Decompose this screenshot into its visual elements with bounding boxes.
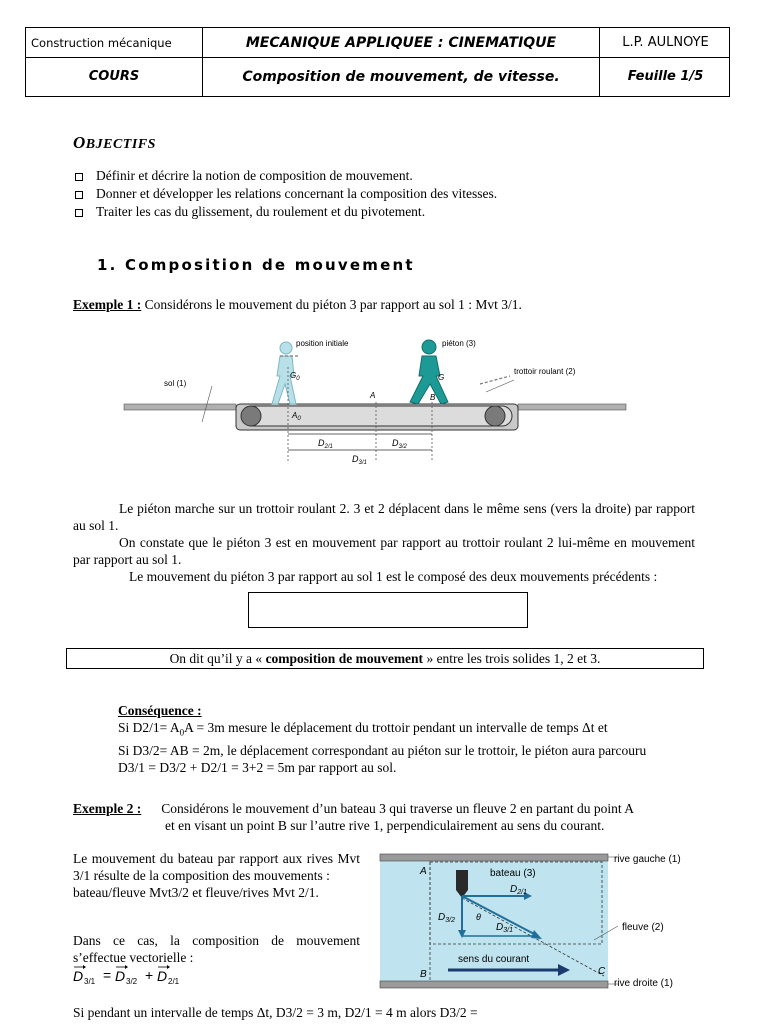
svg-text:=: = [103, 967, 112, 983]
svg-text:3/1: 3/1 [84, 977, 96, 986]
paragraph-1: Le piéton marche sur un trottoir roulant 2. 3 et 2 déplacent dans le même sens (vers la droite) par rapport au sol 1. [73, 501, 695, 533]
label-d21: $D_{2/1}$ [318, 438, 333, 450]
list-item [73, 203, 497, 221]
square-bullet-icon [75, 191, 83, 199]
list-item [73, 167, 497, 185]
label-b: B [430, 393, 436, 402]
ground-left [124, 404, 236, 410]
consequence-line-3: D3/1 = D3/2 + D2/1 = 3+2 = 5m par rapport au sol. [118, 759, 397, 775]
label-b: B [420, 969, 427, 980]
pedestrian-icon [410, 340, 448, 404]
objectives-initial: O [73, 133, 86, 152]
example-2 [73, 800, 634, 834]
label-rive-droite: rive droite (1) [614, 978, 673, 989]
header-school: L.P. AULNOYE [622, 35, 709, 50]
label-trottoir: trottoir roulant (2) [514, 367, 576, 376]
header-lesson-title: Composition de mouvement, de vitesse. [203, 57, 600, 96]
label-d31: $D_{3/1}$ [352, 454, 367, 466]
objectives-list [73, 167, 497, 221]
label-a: A [370, 391, 376, 400]
boat-text-1b: bateau/fleuve Mvt3/2 et fleuve/rives Mvt 2/1. [73, 885, 319, 900]
objective-text: Traiter les cas du glissement, du roulement et du pivotement. [96, 204, 426, 219]
header-course-label: Construction mécanique [26, 28, 203, 57]
label-rive-gauche: rive gauche (1) [614, 854, 681, 865]
label-c: C [598, 966, 606, 977]
consequence-line-2: Si D3/2= AB = 2m, le déplacement correspondant au piéton sur le trottoir, le piéton aura parcouru [118, 742, 647, 758]
objectives-heading [73, 133, 156, 153]
answer-box [248, 592, 528, 628]
label-position-initiale: position initiale [296, 339, 349, 348]
composition-after: » entre les trois solides 1, 2 et 3. [423, 651, 601, 666]
header-subject-title: MECANIQUE APPLIQUEE : CINEMATIQUE [203, 28, 600, 57]
svg-text:3/2: 3/2 [126, 977, 138, 986]
label-pieton: piéton (3) [442, 339, 476, 348]
boat-text-1: Le mouvement du bateau par rapport aux rives Mvt 3/1 résulte de la composition des mouvements : [73, 851, 360, 883]
composition-before: On dit qu’il y a « [169, 651, 266, 666]
left-bank [380, 854, 608, 861]
objectives-rest: BJECTIFS [85, 137, 156, 152]
header-row-2 [26, 57, 729, 96]
example-1 [73, 297, 522, 313]
objective-text: Donner et développer les relations concernant la composition des vitesses. [96, 186, 498, 201]
svg-text:D: D [73, 968, 84, 984]
example-2-line-2: et en visant un point B sur l’autre rive 1, perpendiculairement au sens du courant. [165, 818, 605, 833]
example-1-text: Considérons le mouvement du piéton 3 par rapport au sol 1 : Mvt 3/1. [141, 297, 522, 312]
bottom-question: Si pendant un intervalle de temps Δt, D3/2 = 3 m, D2/1 = 4 m alors D3/2 = [73, 1005, 478, 1020]
moving-walkway-figure [120, 332, 630, 472]
paragraph-3: Le mouvement du piéton 3 par rapport au sol 1 est le composé des deux mouvements précédents : [129, 569, 658, 584]
example-2-label: Exemple 2 : [73, 801, 142, 816]
square-bullet-icon [75, 209, 83, 217]
header-sheet-number: Feuille 1/5 [627, 69, 704, 84]
label-d21: $D_{2/1}$ [510, 884, 527, 896]
example-2-line-1: Considérons le mouvement d’un bateau 3 qui traverse un fleuve 2 en partant du point A [161, 801, 635, 816]
composition-bold: composition de mouvement [265, 651, 424, 666]
label-sol: sol (1) [164, 379, 187, 388]
section-heading [97, 256, 415, 274]
section-title: Composition de mouvement [124, 256, 415, 274]
walkway-belt [242, 406, 512, 426]
boat-explanation-2: Dans ce cas, la composition de mouvement s’effectue vectorielle : [73, 933, 360, 965]
list-item [73, 185, 497, 203]
svg-text:+: + [145, 967, 154, 983]
label-a: A [420, 866, 427, 877]
label-d31: $D_{3/1}$ [496, 922, 513, 934]
label-g: G [438, 373, 445, 382]
label-sens-courant: sens du courant [458, 954, 530, 965]
objective-text: Définir et décrire la notion de composition de mouvement. [96, 168, 413, 183]
label-d32: $D_{3/2}$ [392, 438, 407, 450]
composition-box [66, 648, 704, 669]
section-number: 1. [97, 256, 118, 274]
paragraph-2: On constate que le piéton 3 est en mouvement par rapport au trottoir roulant 2 lui-même en mouvement par rapport au sol 1. [73, 535, 695, 567]
svg-text:D: D [157, 968, 168, 984]
consequence-block [118, 702, 646, 776]
label-g0: $G_0$ [290, 371, 300, 382]
vector-equation [73, 962, 213, 988]
label-bateau: bateau (3) [490, 868, 536, 879]
label-a0: $A_0$ [292, 411, 301, 422]
square-bullet-icon [75, 173, 83, 181]
label-d32: $D_{3/2}$ [438, 912, 455, 924]
example-1-label: Exemple 1 : [73, 297, 142, 312]
ground-right [518, 404, 626, 410]
consequence-line-1: Si $D2/1= A_0A = 3m$ mesure le déplacement du trottoir pendant un intervalle de temps Δt et [118, 720, 608, 738]
header-type: COURS [26, 57, 203, 96]
svg-text:2/1: 2/1 [168, 977, 180, 986]
walkway-arrow [480, 376, 510, 384]
label-theta: θ [476, 912, 481, 922]
header-row-1 [26, 28, 729, 58]
svg-text:D: D [115, 968, 126, 984]
header-table [25, 27, 730, 97]
right-bank [380, 981, 608, 988]
river-crossing-figure [378, 850, 690, 992]
consequence-title: Conséquence : [118, 703, 202, 718]
walkway-roller-left [241, 406, 261, 426]
boat-explanation-1 [73, 850, 360, 901]
walkway-roller-right [485, 406, 505, 426]
label-fleuve: fleuve (2) [622, 922, 664, 933]
